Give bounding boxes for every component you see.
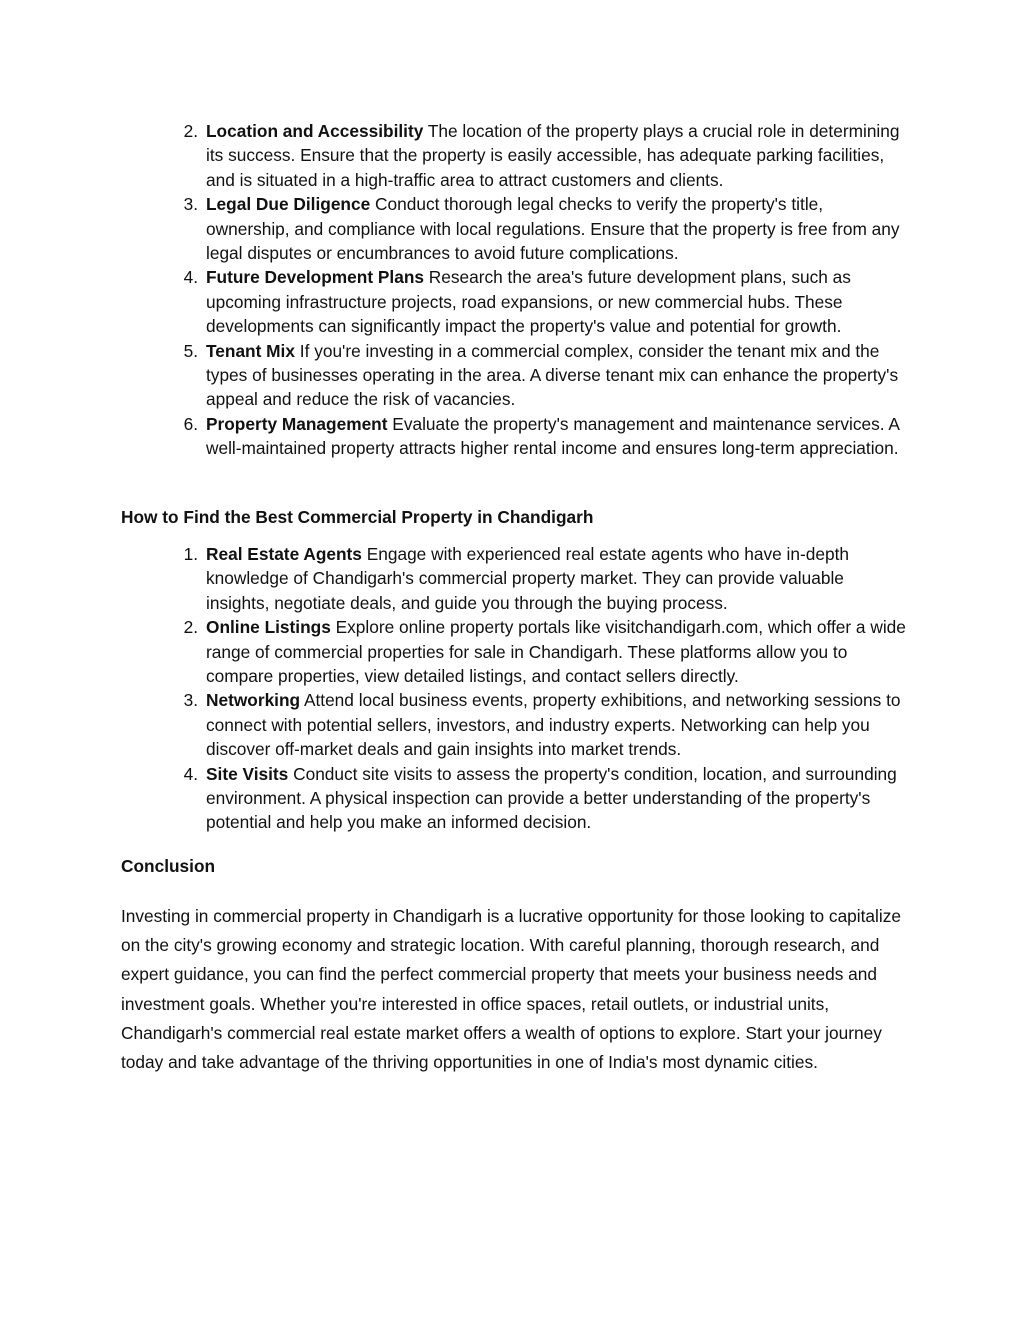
list-term: Site Visits (206, 763, 289, 784)
list-term: Future Development Plans (206, 267, 424, 288)
list-text: Explore online property portals like visitchandigarh.com, which offer a wide range of commercial properties for sale in Chandigarh. These platforms allow you to compare properties, view detailed listings, and contact sellers directly. (206, 617, 906, 687)
list-term: Tenant Mix (206, 340, 295, 361)
conclusion-heading: Conclusion (121, 856, 216, 876)
list-number: 4. (183, 763, 198, 784)
list-number: 5. (183, 340, 198, 361)
list-item (183, 688, 908, 761)
list-item (183, 119, 908, 192)
list-number: 3. (183, 194, 198, 215)
list-term: Legal Due Diligence (206, 194, 371, 215)
list-item (183, 412, 908, 461)
conclusion-paragraph: Investing in commercial property in Chandigarh is a lucrative opportunity for those looking to capitalize on the city's growing economy and strategic location. With careful planning, thorough research, and expert guidance, you can find the perfect commercial property that meets your business needs and investment goals. Whether you're interested in office spaces, retail outlets, or industrial units, Chandigarh's commercial real estate market offers a wealth of options to explore. Start your journey today and take advantage of the thriving opportunities in one of India's most dynamic cities. (121, 906, 901, 1073)
list-number: 6. (183, 413, 198, 434)
list-term: Property Management (206, 413, 388, 434)
list-item (183, 265, 908, 338)
list-text: Attend local business events, property exhibitions, and networking sessions to connect with potential sellers, investors, and industry experts. Networking can help you discover off-market deals and gain insights into market trends. (206, 690, 901, 760)
list-number: 3. (183, 690, 198, 711)
list-item (183, 615, 908, 688)
list-text: The location of the property plays a crucial role in determining its success. Ensure that the property is easily accessible, has adequate parking facilities, and is situated in a high-traffic area to attract customers and clients. (206, 121, 900, 190)
list-number: 2. (183, 617, 198, 638)
list-text: Conduct thorough legal checks to verify the property's title, ownership, and compliance with local regulations. Ensure that the property is free from any legal disputes or encumbrances to avoid future complications. (206, 194, 900, 264)
list-text: Evaluate the property's management and maintenance services. A well-maintained property attracts higher rental income and ensures long-term appreciation. (206, 413, 899, 459)
list-term: Networking (206, 690, 301, 711)
list-text: Engage with experienced real estate agents who have in-depth knowledge of Chandigarh's commercial property market. They can provide valuable insights, negotiate deals, and guide you through the buying process. (206, 544, 849, 613)
list-term: Real Estate Agents (206, 544, 362, 564)
list-number: 1. (183, 544, 198, 564)
list-item (183, 339, 908, 412)
section-heading: How to Find the Best Commercial Property in Chandigarh (121, 507, 594, 527)
considerations-list (183, 119, 908, 461)
list-text: Research the area's future development plans, such as upcoming infrastructure projects, road expansions, or new commercial hubs. These developments can significantly impact the property's value and potential for growth. (206, 267, 851, 337)
list-number: 4. (183, 267, 198, 288)
list-item (183, 542, 908, 615)
list-item (183, 192, 908, 265)
finding-property-list (183, 542, 908, 835)
list-text: Conduct site visits to assess the property's condition, location, and surrounding environment. A physical inspection can provide a better understanding of the property's potential and help you make an informed decision. (206, 763, 897, 833)
list-term: Location and Accessibility (206, 121, 424, 141)
list-text: If you're investing in a commercial complex, consider the tenant mix and the types of businesses operating in the area. A diverse tenant mix can enhance the property's appeal and reduce the risk of vacancies. (206, 340, 899, 410)
list-number: 2. (183, 121, 198, 141)
list-item (183, 762, 908, 835)
list-term: Online Listings (206, 617, 331, 638)
